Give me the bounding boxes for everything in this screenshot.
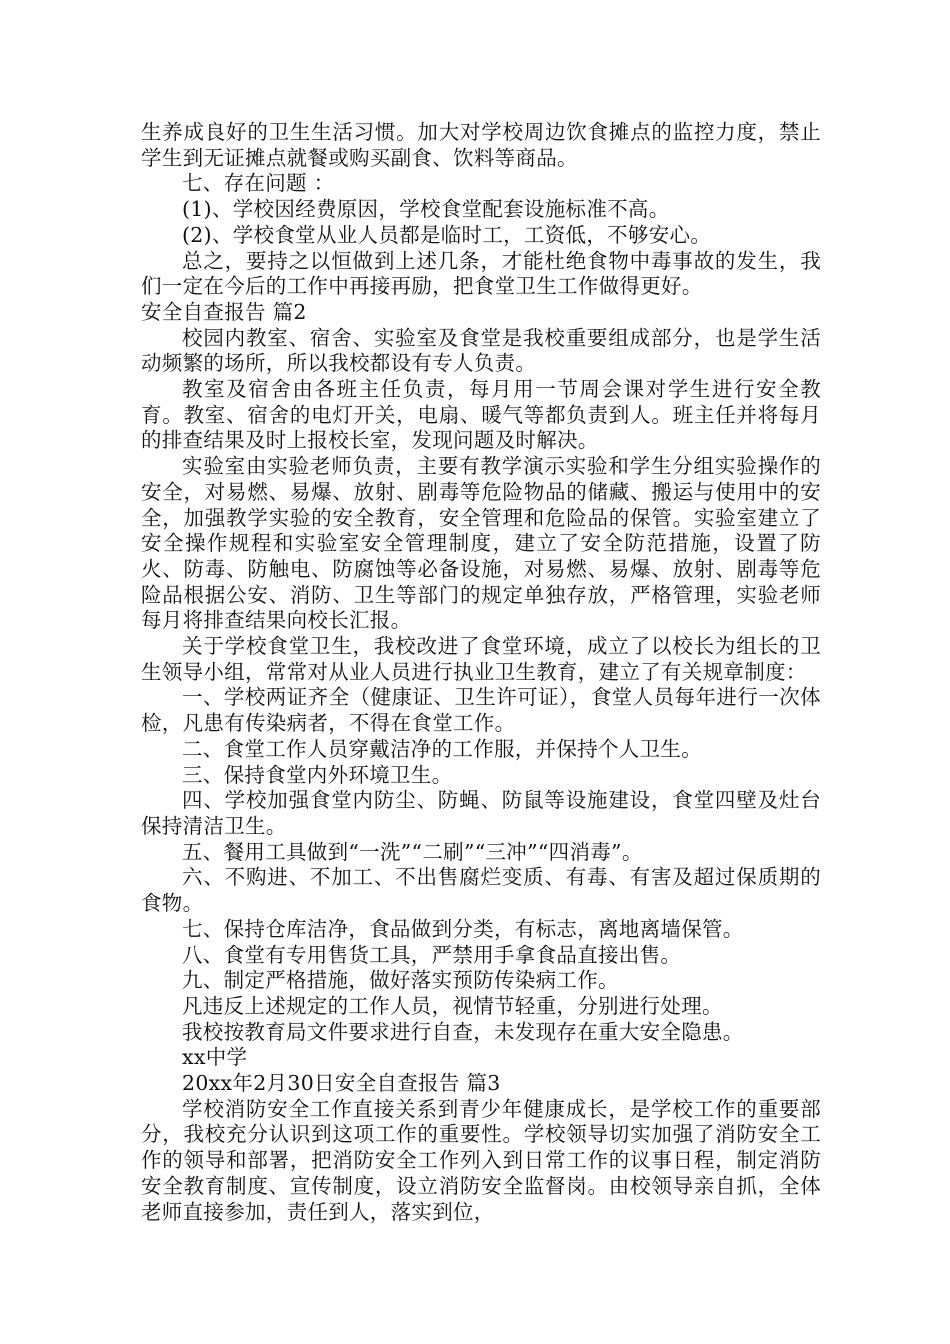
paragraph: 凡违反上述规定的工作人员，视情节轻重，分别进行处理。 xyxy=(182,993,723,1018)
list-item: 六、不购进、不加工、不出售腐烂变质、有毒、有害及超过保质期的食物。 xyxy=(141,865,821,916)
section-heading: 安全自查报告 篇2 xyxy=(141,299,307,324)
paragraph: 校园内教室、宿舍、实验室及食堂是我校重要组成部分，也是学生活动频繁的场所，所以我校都设有专人负责。 xyxy=(141,325,821,376)
list-item: 二、食堂工作人员穿戴洁净的工作服，并保持个人卫生。 xyxy=(182,736,702,761)
paragraph: (2)、学校食堂从业人员都是临时工，工资低，不够安心。 xyxy=(182,222,712,247)
paragraph: 七、存在问题 ： xyxy=(182,171,335,196)
paragraph: 我校按教育局文件要求进行自查，未发现存在重大安全隐患。 xyxy=(182,1019,744,1044)
paragraph: 学校消防安全工作直接关系到青少年健康成长，是学校工作的重要部分，我校充分认识到这项工作的重要性。学校领导切实加强了消防安全工作的领导和部署，把消防安全工作列入到日常工作的议事日程，制定消防安全教育制度、宣传制度，设立消防安全监督岗。由校领导亲自抓，全体老师直接参加，责任到人，落实到位， xyxy=(141,1096,821,1224)
list-item: 四、学校加强食堂内防尘、防蝇、防鼠等设施建设，食堂四壁及灶台保持清洁卫生。 xyxy=(141,788,821,838)
section-heading: 20xx年2月30日安全自查报告 篇3 xyxy=(182,1071,501,1096)
paragraph: 总之，要持之以恒做到上述几条，才能杜绝食物中毒事故的发生，我们一定在今后的工作中再接再励，把食堂卫生工作做得更好。 xyxy=(141,248,821,299)
list-item: 九、制定严格措施，做好落实预防传染病工作。 xyxy=(182,968,619,993)
list-item: 七、保持仓库洁净，食品做到分类，有标志，离地离墙保管。 xyxy=(182,916,744,941)
list-item: 三、保持食堂内外环境卫生。 xyxy=(182,762,453,787)
paragraph: 实验室由实验老师负责，主要有教学演示实验和学生分组实验操作的安全，对易燃、易爆、放射、剧毒等危险物品的储藏、搬运与使用中的安全，加强教学实验的安全教育，安全管理和危险品的保管。实验室建立了安全操作规程和实验室安全管理制度，建立了安全防范措施，设置了防火、防毒、防触电、防腐蚀等必备设施，对易燃、易爆、放射、剧毒等危险品根据公安、消防、卫生等部门的规定单独存放，严格管理，实验老师每月将排查结果向校长汇报。 xyxy=(141,454,821,633)
paragraph: 生养成良好的卫生生活习惯。加大对学校周边饮食摊点的监控力度，禁止学生到无证摊点就餐或购买副食、饮料等商品。 xyxy=(141,120,821,170)
paragraph: 关于学校食堂卫生，我校改进了食堂环境，成立了以校长为组长的卫生领导小组，常常对从业人员进行执业卫生教育，建立了有关规章制度： xyxy=(141,634,821,684)
paragraph: 教室及宿舍由各班主任负责，每月用一节周会课对学生进行安全教育。教室、宿舍的电灯开关，电扇、暖气等都负责到人。班主任并将每月的排查结果及时上报校长室，发现问题及时解决。 xyxy=(141,377,821,453)
paragraph: (1)、学校因经费原因，学校食堂配套设施标准不高。 xyxy=(182,197,670,222)
list-item: 一、学校两证齐全（健康证、卫生许可证），食堂人员每年进行一次体检，凡患有传染病者，不得在食堂工作。 xyxy=(141,685,821,736)
list-item: 五、餐用工具做到“一洗”“二刷”“三冲”“四消毒”。 xyxy=(182,839,643,864)
signature-school: xx中学 xyxy=(182,1045,248,1070)
document-body xyxy=(141,120,821,1225)
list-item: 八、食堂有专用售货工具，严禁用手拿食品直接出售。 xyxy=(182,942,682,967)
